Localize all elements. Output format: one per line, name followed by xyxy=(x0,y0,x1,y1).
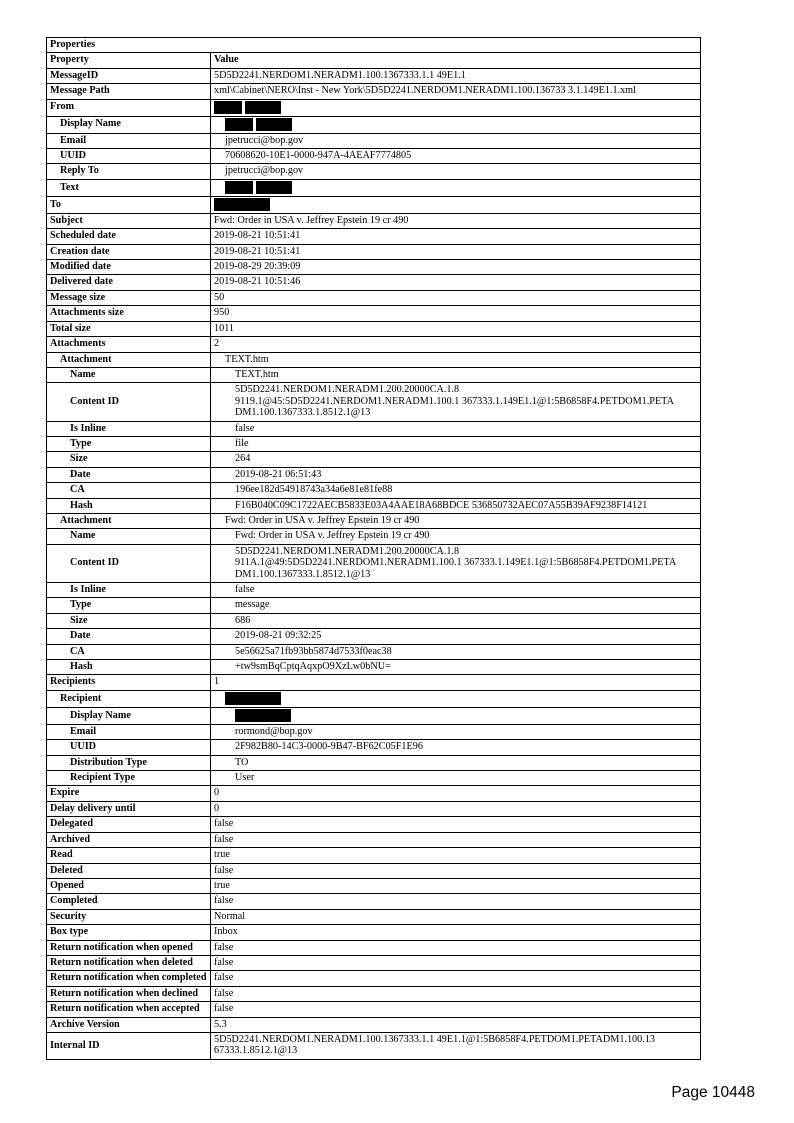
table-row xyxy=(47,986,701,1001)
property-value xyxy=(211,383,701,421)
property-value-text: TEXT.htm xyxy=(235,368,279,380)
property-value-text: 5.3 xyxy=(214,1018,227,1030)
redaction-block xyxy=(214,101,242,114)
property-name: Is Inline xyxy=(47,421,211,436)
table-row xyxy=(47,149,701,164)
property-value-text: 2019-08-29 20:39:09 xyxy=(214,261,301,273)
property-value-text: 2019-08-21 10:51:46 xyxy=(214,276,301,288)
property-name: Is Inline xyxy=(47,583,211,598)
property-value xyxy=(211,613,701,628)
table-row xyxy=(47,529,701,544)
table-row xyxy=(47,498,701,513)
property-value-text: jpetrucci@bop.gov xyxy=(225,165,304,177)
property-value-text: 0 xyxy=(214,802,220,814)
property-name: Read xyxy=(47,848,211,863)
property-name: UUID xyxy=(47,149,211,164)
property-value xyxy=(211,986,701,1001)
property-value xyxy=(211,955,701,970)
table-row xyxy=(47,675,701,690)
property-value xyxy=(211,321,701,336)
property-value-text: Fwd: Order in USA v. Jeffrey Epstein 19 cr 490 xyxy=(235,530,430,542)
table-row xyxy=(47,801,701,816)
property-value xyxy=(211,1002,701,1017)
property-value-text: 2019-08-21 10:51:41 xyxy=(214,245,301,257)
property-name: Delegated xyxy=(47,817,211,832)
property-name: Opened xyxy=(47,878,211,893)
table-row xyxy=(47,213,701,228)
table-row xyxy=(47,771,701,786)
property-value xyxy=(211,707,701,724)
property-value xyxy=(211,260,701,275)
property-name: Attachment xyxy=(47,513,211,528)
table-row xyxy=(47,452,701,467)
property-value-text: Inbox xyxy=(214,926,238,938)
property-name: Message size xyxy=(47,290,211,305)
property-value xyxy=(211,352,701,367)
table-row xyxy=(47,544,701,582)
property-name: Message Path xyxy=(47,84,211,99)
property-value xyxy=(211,68,701,83)
property-value xyxy=(211,801,701,816)
table-row xyxy=(47,613,701,628)
property-name: Content ID xyxy=(47,544,211,582)
property-value xyxy=(211,367,701,382)
property-value-text: 2019-08-21 10:51:41 xyxy=(214,230,301,242)
property-value xyxy=(211,909,701,924)
table-header-row xyxy=(47,53,701,68)
table-row xyxy=(47,940,701,955)
property-name: Date xyxy=(47,467,211,482)
table-title: Properties xyxy=(47,38,701,53)
table-row xyxy=(47,598,701,613)
table-row xyxy=(47,863,701,878)
table-row xyxy=(47,707,701,724)
property-name: Email xyxy=(47,133,211,148)
table-row xyxy=(47,68,701,83)
property-value xyxy=(211,817,701,832)
table-row xyxy=(47,955,701,970)
table-row xyxy=(47,196,701,213)
redaction-block xyxy=(225,181,253,194)
property-value-text: message xyxy=(235,599,270,611)
property-value xyxy=(211,544,701,582)
property-value-text: file xyxy=(235,437,249,449)
column-header-value: Value xyxy=(211,53,701,68)
redaction-block xyxy=(245,101,281,114)
property-value xyxy=(211,598,701,613)
table-row xyxy=(47,1032,701,1059)
property-value-text: 2 xyxy=(214,338,220,350)
property-name: Hash xyxy=(47,498,211,513)
property-name: Internal ID xyxy=(47,1032,211,1059)
property-name: To xyxy=(47,196,211,213)
table-row xyxy=(47,436,701,451)
property-value xyxy=(211,337,701,352)
property-value xyxy=(211,675,701,690)
property-value-text: rormond@bop.gov xyxy=(235,725,313,737)
table-row xyxy=(47,878,701,893)
column-header-property: Property xyxy=(47,53,211,68)
property-value-text: true xyxy=(214,849,230,861)
property-value xyxy=(211,755,701,770)
properties-sheet xyxy=(46,37,700,1060)
property-value xyxy=(211,99,701,116)
property-value-text: false xyxy=(214,956,234,968)
table-row xyxy=(47,352,701,367)
property-value xyxy=(211,306,701,321)
property-value-text: false xyxy=(235,422,255,434)
property-name: Delivered date xyxy=(47,275,211,290)
property-name: Return notification when deleted xyxy=(47,955,211,970)
property-value xyxy=(211,196,701,213)
property-value xyxy=(211,133,701,148)
property-name: UUID xyxy=(47,740,211,755)
property-value xyxy=(211,878,701,893)
property-value xyxy=(211,940,701,955)
table-row xyxy=(47,740,701,755)
property-name: Name xyxy=(47,529,211,544)
table-row xyxy=(47,275,701,290)
table-row xyxy=(47,786,701,801)
property-value-text: Fwd: Order in USA v. Jeffrey Epstein 19 cr 490 xyxy=(225,514,420,526)
table-row xyxy=(47,848,701,863)
property-value xyxy=(211,452,701,467)
table-row xyxy=(47,755,701,770)
redaction-block xyxy=(214,198,270,211)
property-value xyxy=(211,740,701,755)
table-row xyxy=(47,483,701,498)
property-value-text: false xyxy=(214,972,234,984)
property-value-text: 196ee182d54918743a34a6e81e81fe88 xyxy=(235,484,393,496)
property-value xyxy=(211,863,701,878)
property-value-text: jpetrucci@bop.gov xyxy=(225,134,304,146)
property-name: Modified date xyxy=(47,260,211,275)
property-value xyxy=(211,1032,701,1059)
property-name: MessageID xyxy=(47,68,211,83)
property-value-text: TO xyxy=(235,756,249,768)
property-name: Name xyxy=(47,367,211,382)
redaction-block xyxy=(256,181,292,194)
property-value-text: false xyxy=(214,833,234,845)
property-name: CA xyxy=(47,644,211,659)
property-value xyxy=(211,179,701,196)
property-value xyxy=(211,164,701,179)
property-value-text: Fwd: Order in USA v. Jeffrey Epstein 19 cr 490 xyxy=(214,214,409,226)
property-value-text: 1011 xyxy=(214,322,234,334)
redaction-block xyxy=(256,118,292,131)
table-row xyxy=(47,894,701,909)
property-name: Creation date xyxy=(47,244,211,259)
table-row xyxy=(47,513,701,528)
property-value xyxy=(211,644,701,659)
property-value-text: 1 xyxy=(214,676,220,688)
property-name: Type xyxy=(47,436,211,451)
property-value xyxy=(211,244,701,259)
property-value-text: false xyxy=(214,818,234,830)
property-name: Attachment xyxy=(47,352,211,367)
property-value xyxy=(211,213,701,228)
property-value xyxy=(211,848,701,863)
property-name: CA xyxy=(47,483,211,498)
table-row xyxy=(47,321,701,336)
property-name: Box type xyxy=(47,925,211,940)
property-value xyxy=(211,275,701,290)
property-name: Return notification when completed xyxy=(47,971,211,986)
property-value xyxy=(211,925,701,940)
property-value xyxy=(211,84,701,99)
property-value-text: false xyxy=(214,1003,234,1015)
redaction-block xyxy=(225,118,253,131)
table-row xyxy=(47,84,701,99)
table-row xyxy=(47,421,701,436)
property-value-text: 2F982B80-14C3-0000-9B47-BF62C05F1E96 xyxy=(235,741,423,753)
property-value xyxy=(211,629,701,644)
property-value xyxy=(211,771,701,786)
property-value xyxy=(211,436,701,451)
property-name: Recipient xyxy=(47,690,211,707)
property-value-text: 2019-08-21 06:51:43 xyxy=(235,468,322,480)
property-name: Content ID xyxy=(47,383,211,421)
property-value xyxy=(211,290,701,305)
table-row xyxy=(47,116,701,133)
property-name: Email xyxy=(47,724,211,739)
property-name: Recipients xyxy=(47,675,211,690)
table-row xyxy=(47,690,701,707)
table-row xyxy=(47,1017,701,1032)
property-value xyxy=(211,724,701,739)
table-row xyxy=(47,660,701,675)
property-value xyxy=(211,971,701,986)
property-name: Expire xyxy=(47,786,211,801)
property-value-text: F16B040C09C1722AECB5833E03A4AAE18A68BDCE 536850732AEC07A55B39AF9238F14121 xyxy=(235,499,648,511)
property-value-text: 264 xyxy=(235,453,251,465)
property-name: Total size xyxy=(47,321,211,336)
property-name: Archived xyxy=(47,832,211,847)
table-row xyxy=(47,99,701,116)
property-name: Delay delivery until xyxy=(47,801,211,816)
table-row xyxy=(47,244,701,259)
property-name: Completed xyxy=(47,894,211,909)
property-value-text: 5D5D2241.NERDOM1.NERADM1.200.20000CA.1.8 9119.1@45:5D5D2241.NERDOM1.NERADM1.100.1 367333.1.149E1.1@1:5B6858F4.PETDOM1.PETA DM1.100.1367333.1.8512.1@13 xyxy=(235,384,674,419)
table-row xyxy=(47,909,701,924)
property-value-text: 5D5D2241.NERDOM1.NERADM1.100.1367333.1.1 49E1.1@1:5B6858F4.PETDOM1.PETADM1.100.13 67333.1.8512.1@13 xyxy=(214,1033,655,1057)
property-name: Return notification when declined xyxy=(47,986,211,1001)
table-row xyxy=(47,644,701,659)
property-value-text: 2019-08-21 09:32:25 xyxy=(235,630,322,642)
property-value xyxy=(211,513,701,528)
table-row xyxy=(47,832,701,847)
table-row xyxy=(47,179,701,196)
table-row xyxy=(47,817,701,832)
property-value xyxy=(211,1017,701,1032)
property-name: Return notification when accepted xyxy=(47,1002,211,1017)
property-name: Attachments size xyxy=(47,306,211,321)
property-value xyxy=(211,229,701,244)
property-name: Security xyxy=(47,909,211,924)
redaction-block xyxy=(235,709,291,722)
property-name: Hash xyxy=(47,660,211,675)
property-value xyxy=(211,467,701,482)
property-value-text: 50 xyxy=(214,291,225,303)
property-name: Subject xyxy=(47,213,211,228)
property-name: Return notification when opened xyxy=(47,940,211,955)
property-value xyxy=(211,583,701,598)
property-name: Display Name xyxy=(47,116,211,133)
property-name: Recipient Type xyxy=(47,771,211,786)
table-row xyxy=(47,971,701,986)
table-row xyxy=(47,133,701,148)
property-name: Archive Version xyxy=(47,1017,211,1032)
property-value xyxy=(211,690,701,707)
property-name: From xyxy=(47,99,211,116)
table-row xyxy=(47,306,701,321)
property-name: Date xyxy=(47,629,211,644)
property-value-text: 5D5D2241.NERDOM1.NERADM1.200.20000CA.1.8 911A.1@49:5D5D2241.NERDOM1.NERADM1.100.1 367333.1.149E1.1@1:5B6858F4.PETDOM1.PETA DM1.100.1367333.1.8512.1@13 xyxy=(235,545,677,580)
table-row xyxy=(47,583,701,598)
property-name: Size xyxy=(47,613,211,628)
table-row xyxy=(47,1002,701,1017)
property-value-text: false xyxy=(235,584,255,595)
property-value xyxy=(211,894,701,909)
property-value-text: 5D5D2241.NERDOM1.NERADM1.100.1367333.1.1 49E1.1 xyxy=(214,69,466,81)
properties-table xyxy=(46,37,701,1060)
property-name: Text xyxy=(47,179,211,196)
property-value-text: 686 xyxy=(235,614,251,626)
property-value-text: false xyxy=(214,864,234,876)
property-value-text: User xyxy=(235,772,255,784)
property-name: Type xyxy=(47,598,211,613)
table-row xyxy=(47,229,701,244)
property-name: Attachments xyxy=(47,337,211,352)
property-name: Display Name xyxy=(47,707,211,724)
redaction-block xyxy=(225,692,281,705)
table-row xyxy=(47,367,701,382)
property-name: Reply To xyxy=(47,164,211,179)
table-row xyxy=(47,260,701,275)
property-value xyxy=(211,483,701,498)
property-value-text: 5e56625a71fb93bb5874d7533f0eac38 xyxy=(235,645,392,657)
table-row xyxy=(47,337,701,352)
property-value-text: 70608620-10E1-0000-947A-4AEAF7774805 xyxy=(225,150,412,162)
property-value xyxy=(211,529,701,544)
table-row xyxy=(47,629,701,644)
table-row xyxy=(47,290,701,305)
property-value xyxy=(211,421,701,436)
table-row xyxy=(47,383,701,421)
property-value xyxy=(211,116,701,133)
property-value-text: 950 xyxy=(214,307,230,319)
property-value-text: TEXT.htm xyxy=(225,353,269,365)
property-value-text: false xyxy=(214,941,234,953)
property-name: Distribution Type xyxy=(47,755,211,770)
property-value xyxy=(211,149,701,164)
table-row xyxy=(47,467,701,482)
property-value xyxy=(211,660,701,675)
table-title-row xyxy=(47,38,701,53)
property-name: Deleted xyxy=(47,863,211,878)
table-row xyxy=(47,724,701,739)
page-number: Page 10448 xyxy=(671,1084,755,1101)
property-value-text: true xyxy=(214,879,230,891)
property-value xyxy=(211,832,701,847)
property-value xyxy=(211,786,701,801)
property-value-text: Normal xyxy=(214,910,246,922)
table-row xyxy=(47,925,701,940)
property-name: Scheduled date xyxy=(47,229,211,244)
property-value-text: +tw9smBqCptqAqxpO9XzLw0bNU= xyxy=(235,661,391,673)
property-name: Size xyxy=(47,452,211,467)
property-value-text: xml\Cabinet\NERO\Inst - New York\5D5D2241.NERDOM1.NERADM1.100.136733 3.1.149E1.1.xml xyxy=(214,85,636,97)
property-value-text: 0 xyxy=(214,787,220,799)
property-value-text: false xyxy=(214,895,234,907)
property-value xyxy=(211,498,701,513)
table-row xyxy=(47,164,701,179)
property-value-text: false xyxy=(214,987,234,999)
